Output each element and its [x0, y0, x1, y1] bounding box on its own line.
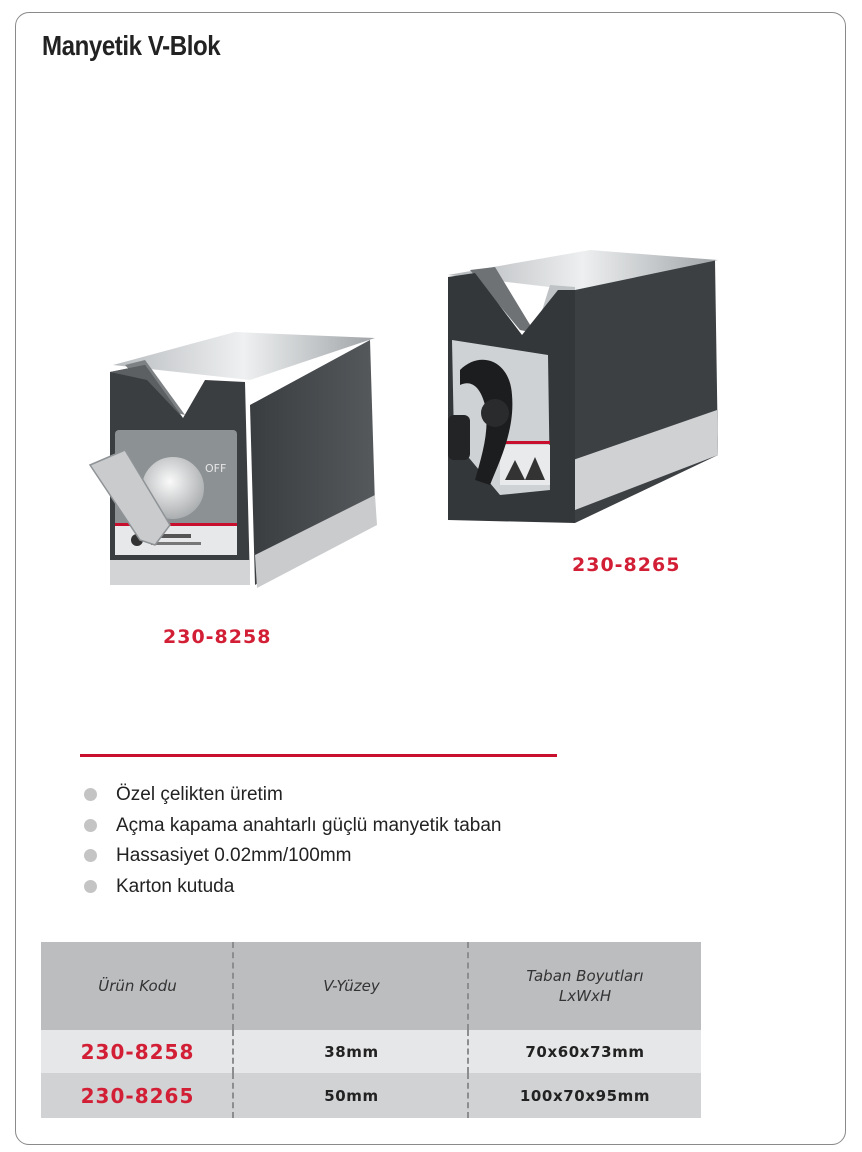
cell-v-surface: 38mm [234, 1030, 469, 1073]
table-row [41, 1030, 701, 1073]
header-product-code: Ürün Kodu [41, 942, 234, 1030]
feature-text: Özel çelikten üretim [116, 784, 283, 805]
feature-text: Karton kutuda [116, 875, 235, 897]
bullet-icon [84, 819, 97, 832]
feature-text: Hassasiyet 0.02mm/100mm [116, 845, 352, 866]
feature-list [84, 780, 502, 902]
v-block-image-230-8265 [440, 245, 730, 535]
red-divider [80, 754, 557, 757]
header-v-surface: V-Yüzey [234, 942, 469, 1030]
cell-product-code: 230-8265 [41, 1073, 234, 1118]
header-base-dimensions-title: Taban Boyutları [526, 967, 644, 985]
table-row [41, 1073, 701, 1118]
cell-v-surface: 50mm [234, 1073, 469, 1118]
page-title: Manyetik V-Blok [42, 30, 221, 61]
feature-item [84, 872, 502, 903]
feature-item [84, 841, 502, 872]
feature-item [84, 811, 502, 842]
bullet-icon [84, 849, 97, 862]
spec-table [41, 942, 701, 1118]
cell-product-code: 230-8258 [41, 1030, 234, 1073]
cell-dimensions: 70x60x73mm [525, 1042, 645, 1061]
feature-text: Açma kapama anahtarlı güçlü manyetik taban [116, 814, 502, 836]
cell-dimensions: 100x70x95mm [519, 1086, 651, 1105]
product-code-230-8265: 230-8265 [572, 554, 681, 576]
product-code-230-8258: 230-8258 [163, 626, 272, 648]
off-label: OFF [205, 462, 227, 475]
header-base-dimensions [469, 942, 701, 1030]
bullet-icon [84, 880, 97, 893]
bullet-icon [84, 788, 97, 801]
v-block-image-230-8258 [85, 320, 385, 605]
table-header [41, 942, 701, 1030]
feature-item [84, 780, 502, 811]
header-base-dimensions-unit: LxWxH [558, 987, 612, 1005]
